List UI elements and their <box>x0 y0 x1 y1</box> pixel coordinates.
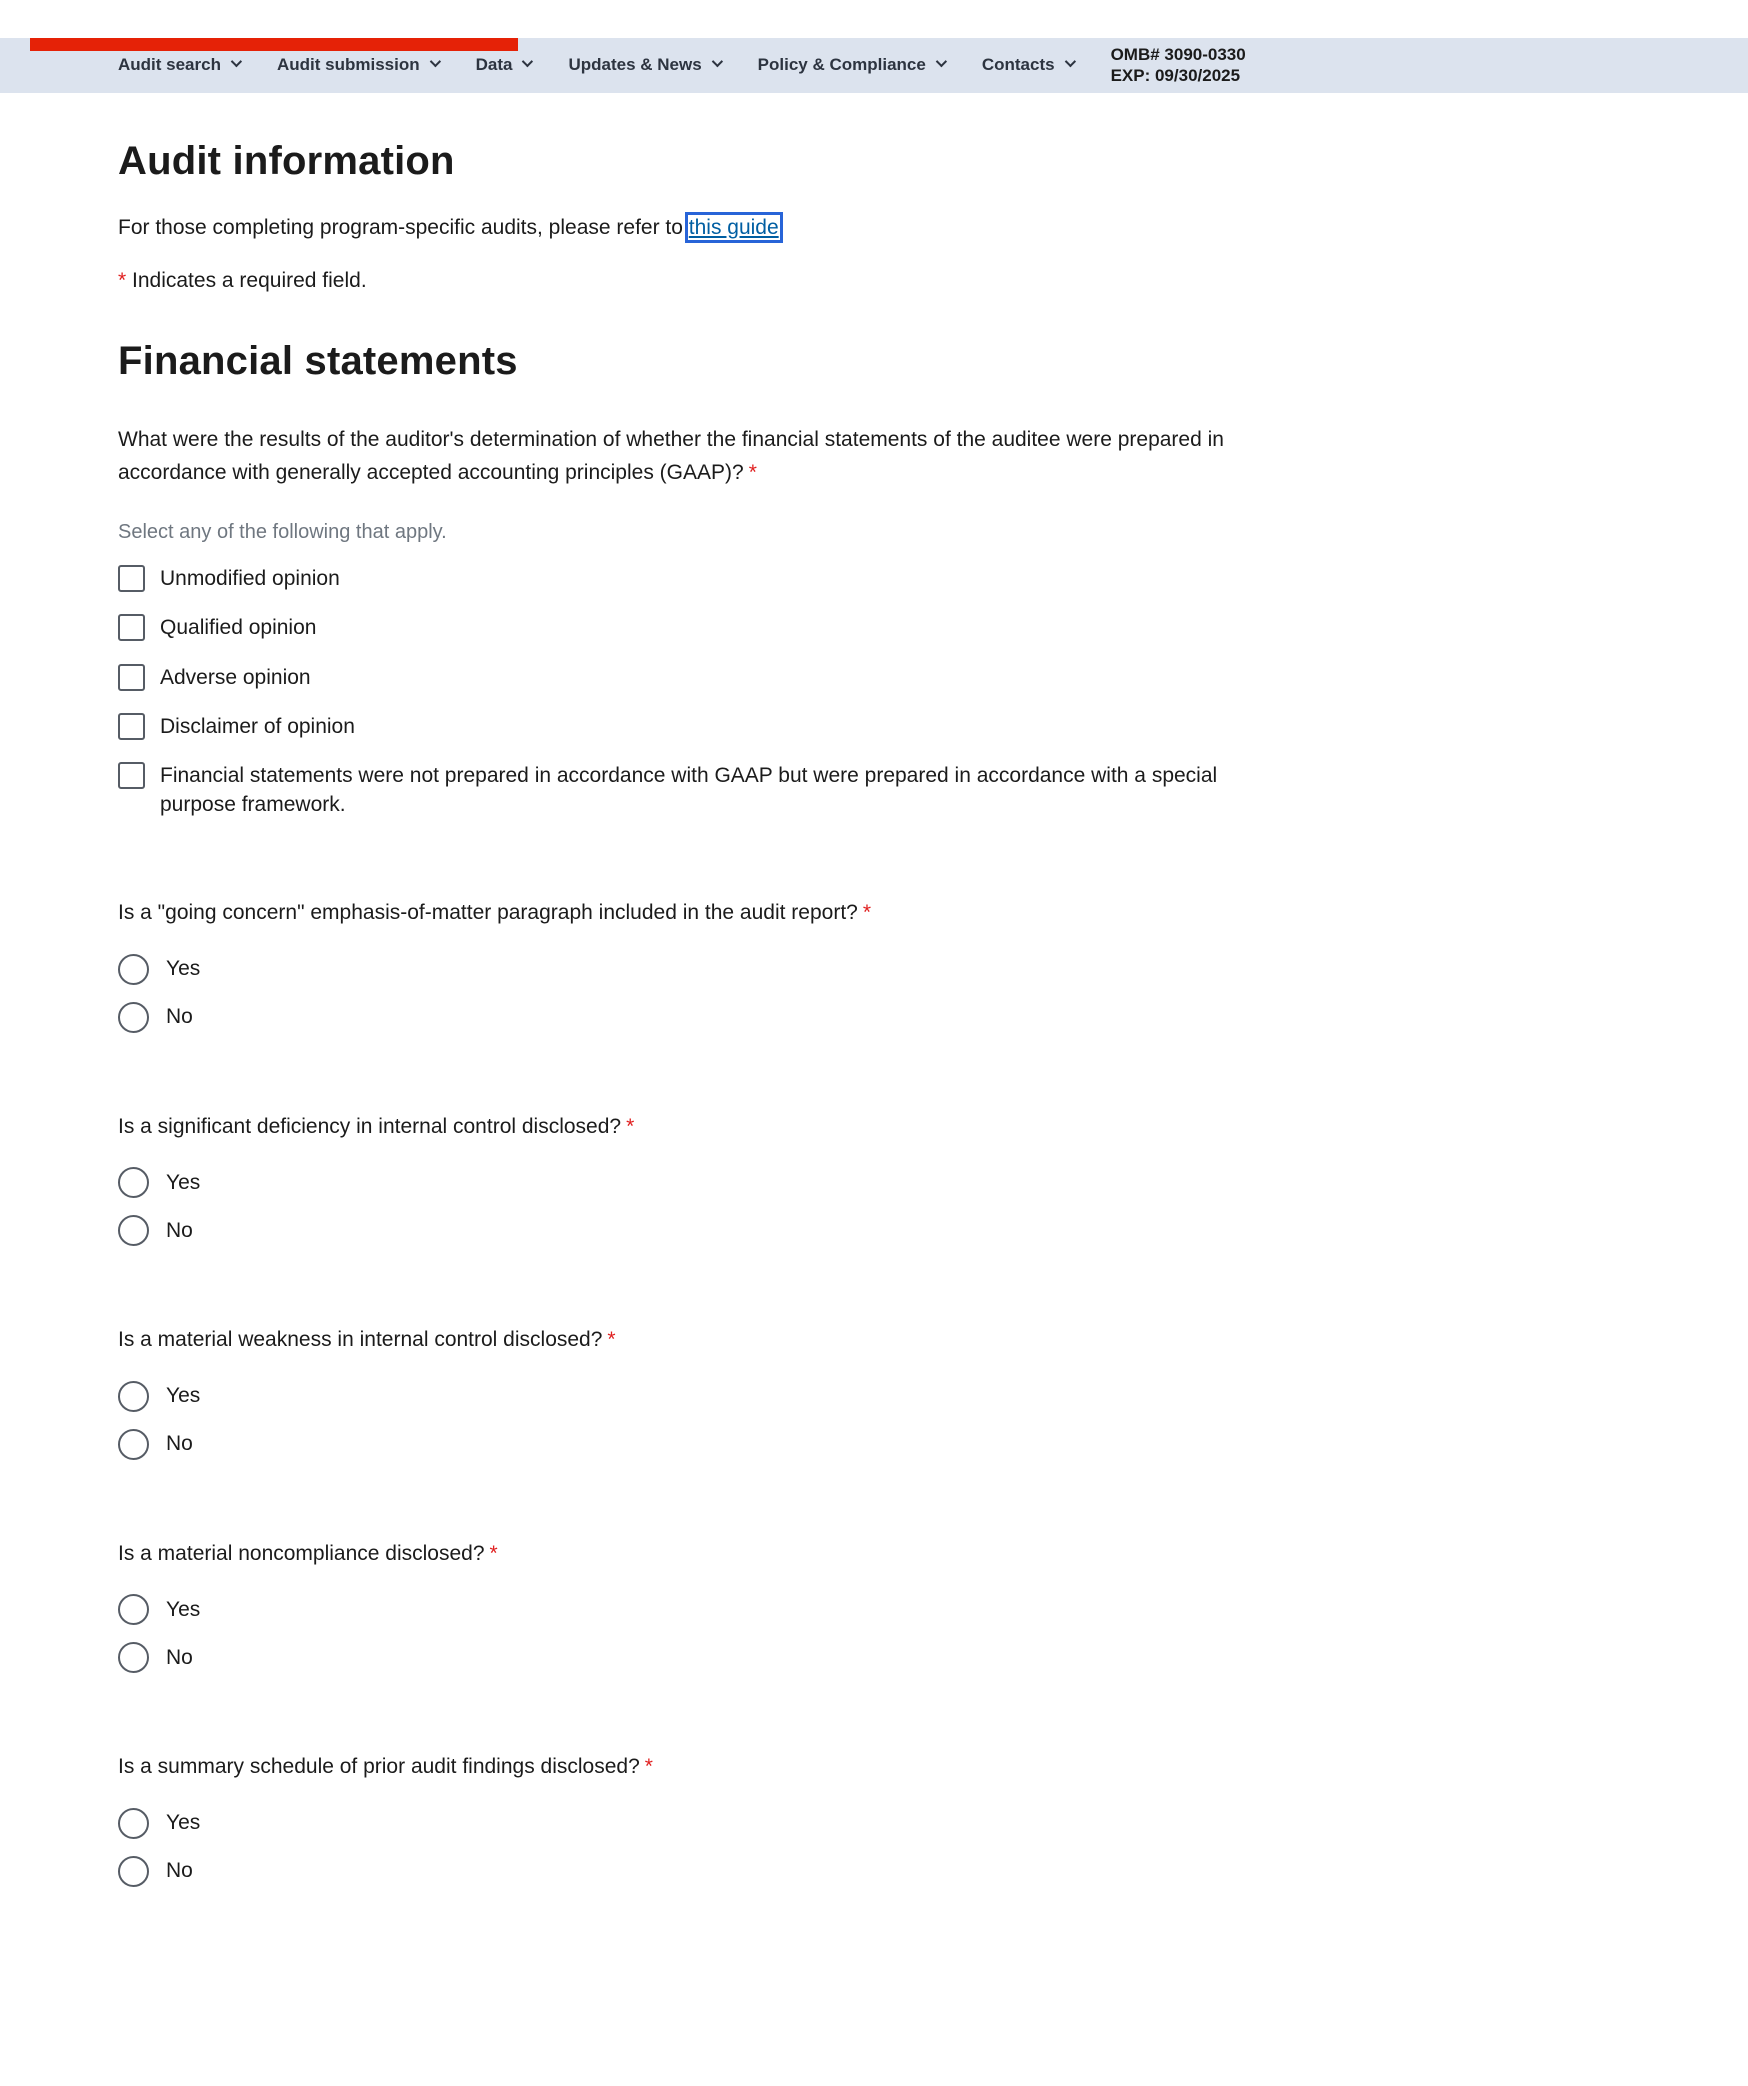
omb-expiration: EXP: 09/30/2025 <box>1110 66 1241 86</box>
chevron-down-icon <box>429 56 440 67</box>
radio-button[interactable] <box>118 1215 149 1246</box>
radio-label: Yes <box>166 1384 201 1408</box>
checkbox-label: Adverse opinion <box>160 665 311 689</box>
checkbox-label: Financial statements were not prepared in accordance with GAAP but were prepared in accordance with a special purpose framework. <box>160 764 1218 816</box>
checkbox[interactable] <box>118 713 145 740</box>
nav-item-policy-compliance[interactable] <box>758 55 944 75</box>
checkbox-option-special-purpose-framework[interactable] <box>118 762 1313 819</box>
checkbox-label: Qualified opinion <box>160 616 317 640</box>
question-text-wrap <box>118 1111 1283 1144</box>
intro-prefix: For those completing program-specific audits, please refer to <box>118 215 689 239</box>
radio-option-no[interactable] <box>118 1856 1313 1887</box>
question-material-weakness <box>118 1324 1313 1460</box>
nav-item-label: Policy & Compliance <box>757 55 926 75</box>
radio-option-yes[interactable] <box>118 954 1313 985</box>
checkbox[interactable] <box>118 565 145 592</box>
checkbox-option-adverse-opinion[interactable] <box>118 664 1313 692</box>
question-material-noncompliance <box>118 1538 1313 1674</box>
intro-text <box>118 212 1313 244</box>
checkbox[interactable] <box>118 762 145 789</box>
omb-number: OMB# 3090-0330 <box>1110 45 1246 64</box>
question-going-concern <box>118 897 1313 1033</box>
gaap-checkbox-group <box>118 565 1313 819</box>
question-text-wrap <box>118 897 1283 930</box>
radio-label: Yes <box>166 957 201 981</box>
required-asterisk: * <box>118 269 127 292</box>
nav-item-audit-submission[interactable] <box>277 55 438 75</box>
nav-item-label: Data <box>475 55 513 75</box>
top-red-strip <box>30 38 518 51</box>
checkbox[interactable] <box>118 664 145 691</box>
checkbox[interactable] <box>118 614 145 641</box>
question-summary-schedule-prior-findings <box>118 1751 1313 1887</box>
question-text: Is a material noncompliance disclosed? <box>118 1541 485 1565</box>
gaap-question-text <box>118 424 1283 489</box>
nav-item-updates-news[interactable] <box>568 55 719 75</box>
chevron-down-icon <box>522 56 533 67</box>
radio-button[interactable] <box>118 1642 149 1673</box>
radio-option-no[interactable] <box>118 1429 1313 1460</box>
checkbox-option-disclaimer-of-opinion[interactable] <box>118 713 1313 741</box>
required-asterisk: * <box>862 901 872 925</box>
required-field-note <box>118 269 1313 293</box>
checkbox-label: Disclaimer of opinion <box>160 715 355 739</box>
nav-item-audit-search[interactable] <box>118 55 239 75</box>
chevron-down-icon <box>711 56 722 67</box>
page-title: Audit information <box>118 138 455 183</box>
nav-item-label: Audit submission <box>276 55 420 75</box>
radio-button[interactable] <box>118 1594 149 1625</box>
radio-label: Yes <box>166 1811 201 1835</box>
radio-button[interactable] <box>118 1167 149 1198</box>
required-asterisk: * <box>489 1541 498 1565</box>
audit-information-form <box>118 139 1313 1967</box>
radio-label: No <box>166 1432 193 1456</box>
radio-label: No <box>166 1005 193 1029</box>
checkbox-option-qualified-opinion[interactable] <box>118 614 1313 642</box>
radio-option-yes[interactable] <box>118 1381 1313 1412</box>
radio-label: No <box>166 1859 193 1883</box>
checkbox-label: Unmodified opinion <box>160 567 340 591</box>
radio-button[interactable] <box>118 1002 149 1033</box>
question-text-wrap <box>118 1538 1283 1571</box>
gaap-question-hint: Select any of the following that apply. <box>118 521 447 544</box>
chevron-down-icon <box>1064 56 1075 67</box>
chevron-down-icon <box>231 56 242 67</box>
omb-info <box>1111 44 1246 87</box>
section-title: Financial statements <box>118 339 518 383</box>
question-text: What were the results of the auditor's determination of whether the financial statements of the auditee were prepared in accordance with generally accepted accounting principles (GAAP)? <box>118 428 1224 484</box>
radio-label: No <box>166 1645 193 1669</box>
checkbox-option-unmodified-opinion[interactable] <box>118 565 1313 593</box>
question-significant-deficiency <box>118 1111 1313 1247</box>
intro-suffix: . <box>778 215 785 239</box>
question-text: Is a significant deficiency in internal control disclosed? <box>118 1114 622 1138</box>
required-note-text: Indicates a required field. <box>126 269 367 292</box>
radio-button[interactable] <box>118 954 149 985</box>
this-guide-link[interactable]: this guide <box>688 215 779 239</box>
radio-button[interactable] <box>118 1808 149 1839</box>
question-text: Is a material weakness in internal control disclosed? <box>118 1328 603 1352</box>
radio-button[interactable] <box>118 1856 149 1887</box>
radio-option-no[interactable] <box>118 1642 1313 1673</box>
radio-option-no[interactable] <box>118 1215 1313 1246</box>
radio-label: Yes <box>166 1170 201 1194</box>
radio-option-no[interactable] <box>118 1002 1313 1033</box>
radio-button[interactable] <box>118 1381 149 1412</box>
radio-option-yes[interactable] <box>118 1594 1313 1625</box>
nav-item-label: Contacts <box>981 55 1055 75</box>
radio-label: Yes <box>166 1597 201 1621</box>
radio-button[interactable] <box>118 1429 149 1460</box>
nav-item-label: Updates & News <box>568 55 702 75</box>
question-text: Is a summary schedule of prior audit findings disclosed? <box>118 1755 640 1779</box>
required-asterisk: * <box>644 1755 653 1779</box>
chevron-down-icon <box>936 56 947 67</box>
nav-item-contacts[interactable] <box>982 55 1073 75</box>
radio-label: No <box>166 1218 193 1242</box>
nav-item-label: Audit search <box>118 55 221 75</box>
question-text: Is a "going concern" emphasis-of-matter paragraph included in the audit report? <box>118 901 858 925</box>
required-asterisk: * <box>607 1328 616 1352</box>
required-asterisk: * <box>748 460 757 484</box>
radio-option-yes[interactable] <box>118 1167 1313 1198</box>
radio-option-yes[interactable] <box>118 1808 1313 1839</box>
nav-items <box>118 55 1073 75</box>
required-asterisk: * <box>626 1114 635 1138</box>
nav-item-data[interactable] <box>476 55 531 75</box>
question-text-wrap <box>118 1324 1283 1357</box>
question-text-wrap <box>118 1751 1283 1784</box>
